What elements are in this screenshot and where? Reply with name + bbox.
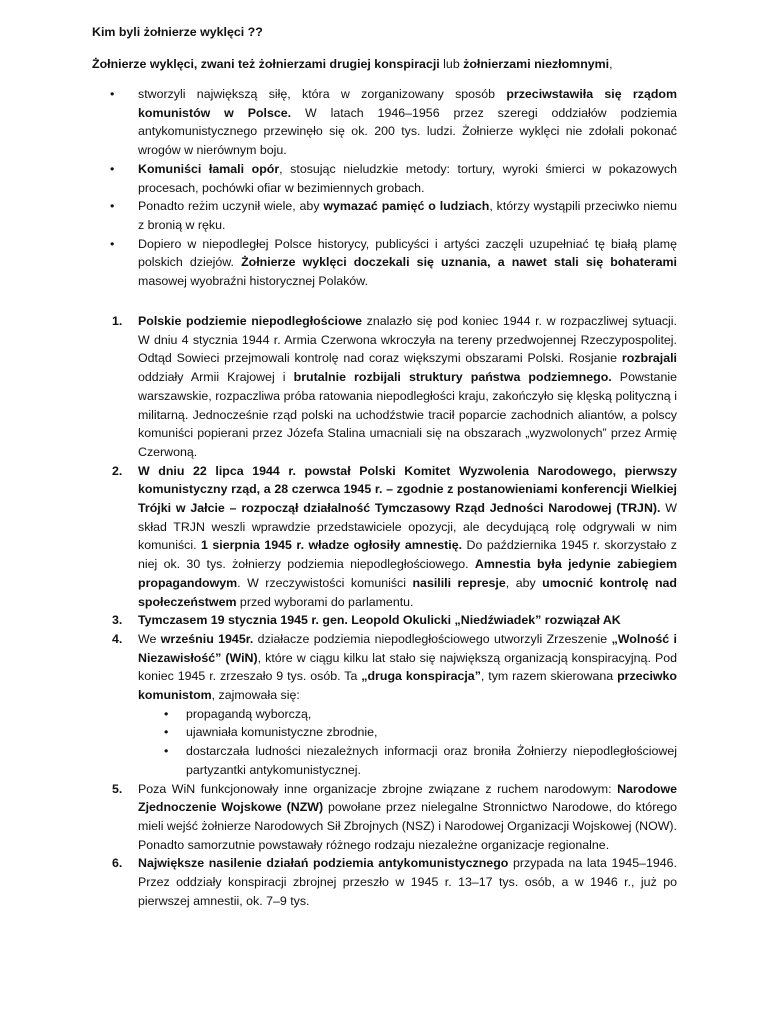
bullet-icon: •	[110, 87, 115, 101]
item-bold: umocnić kontrolę nad społeczeństwem	[138, 575, 677, 609]
bullet-text: stworzyli największą siłę, która w zorganizowany sposób	[138, 87, 507, 101]
item-number: 3.	[112, 613, 123, 628]
bullet-text: masowej wyobraźni historycznej Polaków.	[138, 274, 369, 289]
sub-bullet-item	[138, 742, 677, 779]
item-text: , które w ciągu kilku lat stało się największą organizacją konspiracyjną. Pod koniec 1945 r. zrzeszało 9 tys. osób. Ta	[138, 650, 677, 684]
item-text: We	[138, 631, 161, 646]
bullet-text: , którzy wystąpili przeciwko niemu z bronią w ręku.	[138, 199, 677, 232]
intro-text-1: lub	[439, 57, 464, 71]
bullet-text: W latach 1946–1956 przez szeregi oddziałów podziemia antykomunistycznego przewinęło się ok. 200 tys. ludzi. Żołnierze wyklęci nie zdołali pokonać wrogów w nierównym boju.	[138, 105, 677, 158]
item-text: , aby	[505, 575, 543, 590]
item-bold: nasilili represje	[412, 575, 506, 590]
bullet-item	[92, 160, 677, 197]
bullet-icon: •	[110, 236, 115, 251]
bullet-item	[92, 85, 677, 160]
bullet-text: Ponadto reżim uczynił wiele, aby	[138, 199, 324, 214]
bullet-icon: •	[164, 744, 169, 759]
item-text: Do października 1945 r. skorzystało z niej ok. 30 tys. żołnierzy podziemia niepodległościowego.	[138, 538, 677, 572]
sub-bullet-item	[138, 705, 677, 724]
item-number: 1.	[112, 314, 123, 328]
bullet-bold: przeciwstawiła się rządom komunistów w Polsce.	[138, 87, 677, 120]
bullet-icon: •	[110, 199, 115, 214]
bullet-bold: Komuniści łamali opór	[138, 161, 280, 176]
intro-bold-1: Żołnierze wyklęci, zwani też żołnierzami drugiej konspiracji	[92, 57, 440, 71]
bullet-item	[92, 197, 677, 234]
intro-bold-2: żołnierzami niezłomnymi	[463, 57, 610, 71]
item-bold: przeciwko komunistom	[138, 669, 678, 703]
item-text: działacze podziemia niepodległościowego utworzyli Zrzeszenie	[253, 631, 612, 646]
item-text: przed wyborami do parlamentu.	[236, 594, 414, 609]
item-text: , zajmowała się:	[211, 688, 300, 703]
item-text: , tym razem skierowana	[480, 669, 618, 684]
item-text: . W rzeczywistości komuniści	[237, 575, 413, 590]
bullet-text: , stosując nieludzkie metody: tortury, wyroki śmierci w pokazowych procesach, pochówki ofiar w bezimiennych grobach.	[138, 161, 677, 195]
item-text: powołane przez nielegalne Stronnictwo Narodowe, do którego mieli wejść żołnierze Narodowych Sił Zbrojnych (NSZ) i Narodowej Organizacji Wojskowej (NOW). Ponadto samorzutnie powstawały różnego rodzaju niezależne organizacje regionalne.	[138, 800, 677, 852]
sub-bullet-item	[138, 723, 677, 742]
bullet-list	[92, 85, 677, 291]
item-bold: rozbrajali	[621, 351, 677, 366]
bullet-item	[92, 235, 677, 291]
numbered-item	[92, 312, 677, 462]
numbered-item	[92, 462, 677, 612]
numbered-item	[92, 611, 677, 630]
item-number: 4.	[112, 631, 123, 646]
item-number: 5.	[112, 781, 123, 796]
item-bold: 1 sierpnia 1945 r. władze ogłosiły amnestię.	[201, 538, 463, 553]
item-number: 6.	[112, 856, 123, 871]
item-text: W skład TRJN weszli wprawdzie przedstawiciele opozycji, ale decydującą rolę odgrywali w nim komuniści.	[138, 501, 678, 553]
sub-bullet-text: dostarczała ludności niezależnych informacji oraz broniła Żołnierzy niepodległościowej partyzantki antykomunistycznej.	[186, 744, 677, 777]
item-bold: „druga konspiracja”	[361, 669, 481, 684]
item-bold: Największe nasilenie działań podziemia antykomunistycznego	[138, 856, 509, 871]
item-bold: Amnestia była jedynie zabiegiem propagandowym	[138, 557, 677, 590]
item-bold: „Wolność i Niezawisłość” (WiN)	[138, 631, 678, 665]
item-bold: Narodowe Zjednoczenie Wojskowe (NZW)	[138, 781, 677, 815]
item-text: przypada na lata 1945–1946. Przez oddziały konspiracji zbrojnej przeszło w 1945 r. 13–17 tys. osób, a w 1946 r., już po pierwszej amnestii, ok. 7–9 tys.	[138, 856, 677, 908]
sub-bullet-text: propagandą wyborczą,	[186, 706, 312, 721]
bullet-bold: wymazać pamięć o ludziach	[323, 199, 490, 214]
intro-text-2: ,	[609, 57, 613, 71]
item-number: 2.	[112, 463, 123, 478]
item-bold: brutalnie rozbijali struktury państwa podziemnego.	[293, 370, 612, 385]
item-text: Powstanie warszawskie, rozpaczliwa próba ratowania niepodległości kraju, zakończyło się klęską polityczną i militarną. Jednocześnie rząd polski na uchodźstwie tracił poparcie zachodnich aliantów, a polscy komuniści popierani przez Józefa Stalina umacniali się na obszarach „wyzwolonych” przez Armię Czerwoną.	[138, 370, 677, 459]
sub-bullet-text: ujawniała komunistyczne zbrodnie,	[186, 725, 378, 740]
numbered-list	[92, 312, 677, 911]
bullet-icon: •	[164, 706, 169, 721]
document-title: Kim byli żołnierze wyklęci ??	[92, 25, 263, 39]
sub-bullet-list	[138, 705, 677, 780]
bullet-icon: •	[164, 725, 169, 740]
item-text: znalazło się pod koniec 1944 r. w rozpaczliwej sytuacji. W dniu 4 stycznia 1944 r. Armia Czerwona wkroczyła na tereny przedwojennej Rzeczypospolitej. Odtąd Sowieci przejmowali kontrolę nad coraz większymi obszarami Polski. Rosjanie	[138, 314, 677, 366]
numbered-item	[92, 780, 677, 855]
item-bold: Polskie podziemie niepodległościowe	[138, 314, 363, 328]
item-text: Poza WiN funkcjonowały inne organizacje zbrojne związane z ruchem narodowym:	[138, 781, 618, 796]
bullet-text: Dopiero w niepodległej Polsce historycy, publicyści i artyści zaczęli uzupełniać tę białą plamę polskich dziejów.	[138, 236, 677, 270]
intro-paragraph	[92, 57, 613, 71]
item-text: oddziały Armii Krajowej i	[138, 370, 294, 385]
bullet-bold: Żołnierze wyklęci doczekali się uznania, a nawet stali się bohaterami	[241, 255, 677, 270]
numbered-item	[92, 630, 677, 780]
item-bold: W dniu 22 lipca 1944 r. powstał Polski Komitet Wyzwolenia Narodowego, pierwszy komunistyczny rząd, a 28 czerwca 1945 r. – zgodnie z postanowieniami konferencji Wielkiej Trójki w Jałcie – rozpoczął działalność Tymczasowy Rząd Jedności Narodowej (TRJN).	[138, 463, 677, 516]
item-bold: Tymczasem 19 stycznia 1945 r. gen. Leopold Okulicki „Niedźwiadek” rozwiązał AK	[138, 613, 621, 628]
numbered-item	[92, 854, 677, 910]
item-bold: wrześniu 1945r.	[160, 631, 254, 646]
bullet-icon: •	[110, 161, 115, 176]
